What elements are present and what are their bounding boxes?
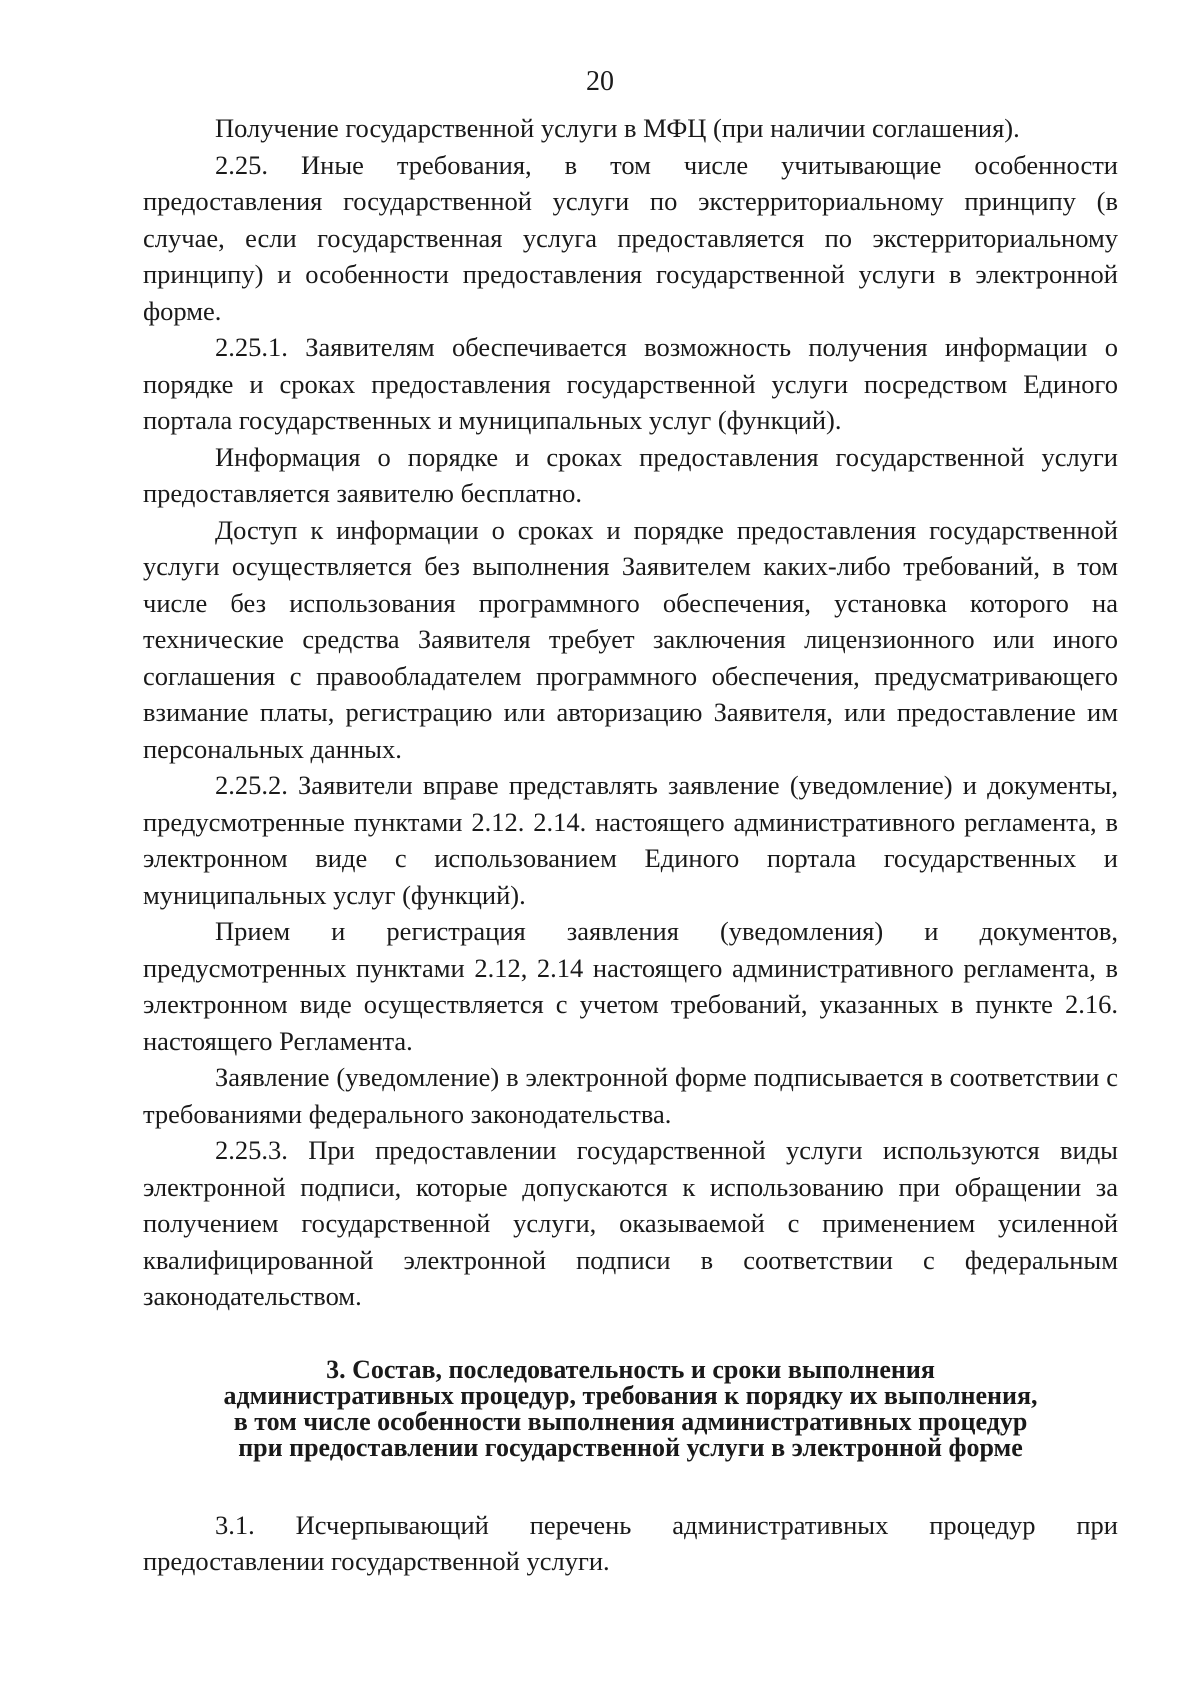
- paragraph-2-25: 2.25. Иные требования, в том числе учитывающие особенности предоставления государственной услуги по экстерриториальному принципу (в случае, если государственная услуга предоставляется по экстерриториальному принципу) и особенности предоставления государственной услуги в электронной форме.: [143, 149, 1118, 326]
- page-number: 20: [586, 66, 614, 97]
- section-heading-line-3: в том числе особенности выполнения административных процедур: [233, 1406, 1028, 1436]
- heading-spacer: [143, 1461, 1118, 1507]
- paragraph-reception-registration: Прием и регистрация заявления (уведомления) и документов, предусмотренных пунктами 2.12, 2.14 настоящего административного регламента, в электронном виде осуществляется с учетом требований, указанных в пункте 2.16. настоящего Регламента.: [143, 916, 1118, 1056]
- paragraph-2-25-1: 2.25.1. Заявителям обеспечивается возможность получения информации о порядке и сроках предоставления государственной услуги посредством Единого портала государственных и муниципальных услуг (функций).: [143, 332, 1118, 435]
- paragraph-info-access: Доступ к информации о сроках и порядке предоставления государственной услуги осуществляется без выполнения Заявителем каких-либо требований, в том числе без использования программного обеспечения, установка которого на технические средства Заявителя требует заключения лицензионного или иного соглашения с правообладателем программного обеспечения, предусматривающего взимание платы, регистрацию или авторизацию Заявителя, или предоставление им персональных данных.: [143, 514, 1118, 764]
- paragraph-3-1: 3.1. Исчерпывающий перечень административных процедур при предоставлении государственной услуги.: [143, 1509, 1118, 1576]
- document-body: [143, 110, 1118, 1580]
- paragraph-2-25-2: 2.25.2. Заявители вправе представлять заявление (уведомление) и документы, предусмотренные пунктами 2.12. 2.14. настоящего административного регламента, в электронном виде с использованием Единого портала государственных и муниципальных услуг (функций).: [143, 770, 1118, 910]
- paragraph-info-free: Информация о порядке и сроках предоставления государственной услуги предоставляется заявителю бесплатно.: [143, 441, 1118, 508]
- section-heading-line-1: 3. Состав, последовательность и сроки выполнения: [326, 1354, 935, 1384]
- paragraph-signature-requirement: Заявление (уведомление) в электронной форме подписывается в соответствии с требованиями федерального законодательства.: [143, 1062, 1118, 1129]
- section-heading-line-4: при предоставлении государственной услуги в электронной форме: [238, 1432, 1023, 1462]
- paragraph-2-25-3: 2.25.3. При предоставлении государственной услуги используются виды электронной подписи, которые допускаются к использованию при обращении за получением государственной услуги, оказываемой с применением усиленной квалифицированной электронной подписи в соответствии с федеральным законодательством.: [143, 1135, 1118, 1311]
- paragraph-mfc-receipt: Получение государственной услуги в МФЦ (при наличии соглашения).: [215, 113, 1020, 143]
- section-heading-line-2: административных процедур, требования к порядку их выполнения,: [223, 1380, 1038, 1410]
- section-3-heading: [143, 1354, 1118, 1462]
